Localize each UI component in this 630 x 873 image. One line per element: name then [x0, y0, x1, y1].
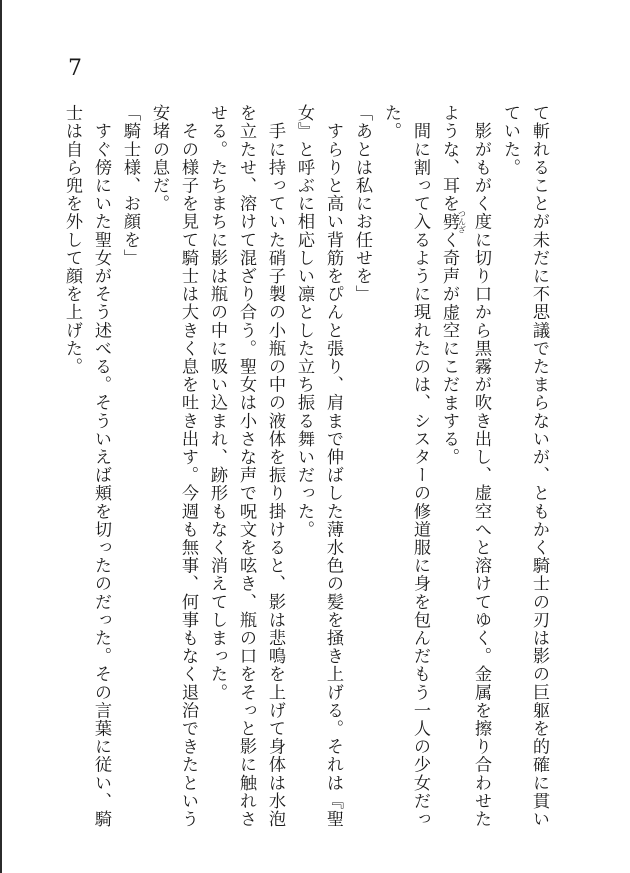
text-line-4: [434, 104, 466, 844]
text-line-15: 「騎士様、お顔を」: [120, 104, 140, 267]
text-line-4-start: ような、耳を: [439, 104, 459, 213]
ruby-tail: く: [439, 230, 459, 249]
text-line-1: て斬れることが未だに不思議でたまらないが、ともかく騎士の刃は影の巨躯を的確に貫い: [529, 104, 549, 828]
text-line-4-end: 奇声が虚空にこだまする。: [439, 248, 459, 467]
text-line-14: 安堵の息だ。: [149, 104, 169, 213]
text-line-8: すらりと高い背筋をぴんと張り、肩まで伸ばした薄水色の髪を掻き上げる。それは『聖: [323, 104, 343, 828]
page-number: 7: [68, 56, 82, 81]
text-line-9: 女』と呼ぶに相応しい凛とした立ち振る舞いだった。: [294, 104, 314, 539]
vertical-text-body: [62, 104, 553, 844]
ruby-base: 劈: [439, 209, 459, 234]
text-line-5: 間に割って入るように現れたのは、シスターの修道服に身を包んだもう一人の少女だっ: [410, 104, 430, 828]
text-line-7: 「あとは私にお任せを」: [352, 104, 372, 304]
page-edge-line: [0, 0, 2, 873]
text-line-11: を立たせ、溶けて混ざり合う。聖女は小さな声で呪文を呟き、瓶の口をそっと影に触れさ: [236, 104, 256, 828]
ruby-word: [439, 209, 467, 234]
text-line-17: 士は自ら兜を外して顔を上げた。: [62, 104, 82, 376]
text-line-10: 手に持っていた硝子製の小瓶の中の液体を振り掛けると、影は悲鳴を上げて身体は水泡: [265, 104, 285, 828]
text-line-16: すぐ傍にいた聖女がそう述べる。そういえば頬を切ったのだった。その言葉に従い、騎: [91, 104, 111, 828]
text-line-2: ていた。: [500, 104, 520, 177]
text-line-6: た。: [381, 104, 401, 141]
ruby-reading: つんざ: [457, 209, 467, 234]
text-line-13: その様子を見て騎士は大きく息を吐き出す。今週も無事、何事もなく退治できたという: [178, 104, 198, 828]
text-line-3: 影がもがく度に切り口から黒霧が吹き出し、虚空へと溶けてゆく。金属を擦り合わせた: [471, 104, 491, 828]
text-line-12: せる。たちまちに影は瓶の中に吸い込まれ、跡形もなく消えてしまった。: [207, 104, 227, 702]
